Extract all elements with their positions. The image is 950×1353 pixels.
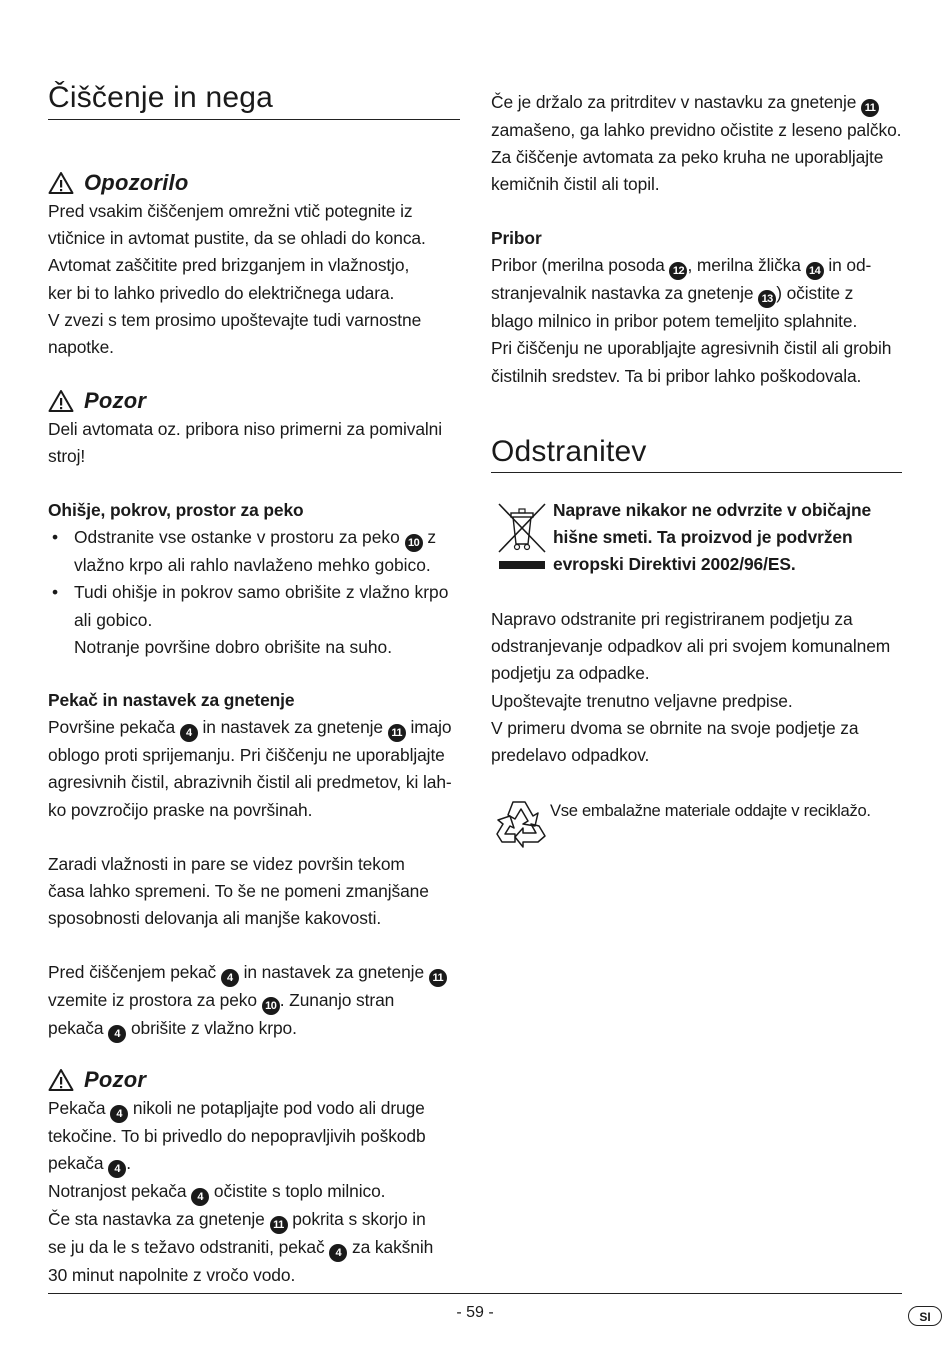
warning-triangle-icon bbox=[48, 1068, 74, 1092]
text-run: Če je držalo za pritrditev v nastavku za gnetenje bbox=[491, 92, 862, 112]
section-heading: Ohišje, pokrov, prostor za peko bbox=[48, 500, 304, 520]
text-line bbox=[491, 280, 902, 308]
pan-paragraph-2 bbox=[48, 851, 460, 933]
text-run: ) očistite z bbox=[776, 283, 854, 304]
warning-triangle-icon bbox=[48, 389, 74, 413]
text-run: pekača bbox=[48, 1018, 109, 1038]
text-line bbox=[491, 252, 902, 280]
text-line bbox=[491, 89, 902, 117]
text-run: pekača bbox=[48, 1153, 109, 1174]
text-line: Upoštevajte trenutno veljavne predpise. bbox=[491, 690, 793, 711]
ref-number-icon: 10 bbox=[262, 997, 280, 1015]
text-line bbox=[48, 1178, 460, 1206]
text-run: vlažno krpo ali rahlo navlaženo mehko gobico. bbox=[74, 555, 431, 576]
text-run: Tudi ohišje in pokrov samo obrišite z vlažno krpo bbox=[74, 582, 449, 603]
ref-number-icon: 11 bbox=[388, 724, 406, 742]
ref-number-icon: 4 bbox=[110, 1105, 128, 1123]
text-line: odstranjevanje odpadkov ali pri svojem komunalnem bbox=[491, 636, 891, 657]
title-underline bbox=[48, 119, 460, 120]
text-run: in od- bbox=[823, 255, 872, 276]
text-line: napotke. bbox=[48, 337, 114, 358]
text-line: sposobnosti delovanja ali manjše kakovosti. bbox=[48, 908, 382, 929]
text-run: nikoli ne potapljajte pod vodo ali druge bbox=[128, 1098, 425, 1118]
text-run: , merilna žlička bbox=[687, 255, 806, 276]
text-line: čistilnih sredstev. Ta bi pribor lahko poškodovala. bbox=[491, 365, 862, 386]
text-run: Odstranite vse ostanke v prostoru za peko bbox=[74, 527, 405, 548]
holder-paragraph bbox=[491, 89, 902, 199]
text-line: evropski Direktivi 2002/96/ES. bbox=[553, 554, 796, 575]
footer-rule bbox=[48, 1293, 902, 1294]
caution-text bbox=[48, 416, 460, 470]
ref-number-icon: 12 bbox=[669, 262, 687, 280]
recycling-note: Vse embalažne materiale oddajte v reciklažo. bbox=[550, 801, 871, 820]
pan-section bbox=[48, 687, 460, 824]
disposal-title: Odstranitev bbox=[491, 435, 647, 468]
text-line: Deli avtomata oz. pribora niso primerni za pomivalni bbox=[48, 419, 442, 439]
text-run: in nastavek za gnetenje bbox=[238, 962, 429, 982]
caution-heading-text: Pozor bbox=[84, 388, 147, 413]
accessories-section bbox=[491, 225, 902, 390]
text-line: Pred vsakim čiščenjem omrežni vtič potegnite iz bbox=[48, 201, 413, 221]
weee-notice bbox=[553, 497, 902, 579]
text-line: Pri čiščenju ne uporabljajte agresivnih čistil ali grobih bbox=[491, 338, 892, 359]
text-run: stranjevalnik nastavka za gnetenje bbox=[491, 283, 759, 304]
text-line: podjetju za odpadke. bbox=[491, 663, 650, 684]
text-line: Napravo odstranite pri registriranem podjetju za bbox=[491, 609, 853, 629]
text-run: za kakšnih bbox=[347, 1237, 434, 1258]
text-line bbox=[48, 1206, 460, 1234]
section-heading: Pekač in nastavek za gnetenje bbox=[48, 690, 295, 710]
text-run: in nastavek za gnetenje bbox=[197, 717, 388, 738]
pan-paragraph-3 bbox=[48, 959, 460, 1043]
text-run: Pekača bbox=[48, 1098, 111, 1118]
language-badge: SI bbox=[908, 1306, 942, 1326]
text-line: Naprave nikakor ne odvrzite v običajne bbox=[553, 500, 872, 520]
caution-2-text bbox=[48, 1095, 460, 1289]
text-line: blago milnico in pribor potem temeljito splahnite. bbox=[491, 311, 858, 332]
ref-number-icon: 4 bbox=[329, 1244, 347, 1262]
text-line bbox=[48, 1234, 460, 1262]
crossed-bin-icon bbox=[495, 500, 551, 572]
text-run: ali gobico. bbox=[74, 609, 153, 630]
warning-heading bbox=[48, 168, 188, 198]
text-line: Za čiščenje avtomata za peko kruha ne uporabljajte bbox=[491, 147, 884, 168]
section-heading: Pribor bbox=[491, 228, 542, 248]
ref-number-icon: 10 bbox=[405, 534, 423, 552]
text-run: Pred čiščenjem pekač bbox=[48, 962, 221, 982]
ref-number-icon: 4 bbox=[180, 724, 198, 742]
housing-section bbox=[48, 497, 460, 661]
text-line: ker bi to lahko privedlo do električnega udara. bbox=[48, 282, 395, 303]
list-item bbox=[48, 524, 460, 579]
ref-number-icon: 4 bbox=[108, 1025, 126, 1043]
bullet-list bbox=[48, 524, 460, 661]
text-run: oblogo proti sprijemanju. Pri čiščenju ne uporabljajte bbox=[48, 745, 445, 766]
warning-triangle-icon bbox=[48, 171, 74, 195]
text-run: . Zunanjo stran bbox=[279, 990, 395, 1010]
text-run: vzemite iz prostora za peko bbox=[48, 990, 262, 1010]
text-line: Zaradi vlažnosti in pare se videz površin tekom bbox=[48, 854, 405, 874]
ref-number-icon: 4 bbox=[221, 969, 239, 987]
text-run: Če sta nastavka za gnetenje bbox=[48, 1209, 270, 1230]
text-run: očistite s toplo milnico. bbox=[209, 1181, 386, 1202]
text-line: tekočine. To bi privedlo do nepopravljivih poškodb bbox=[48, 1126, 426, 1146]
caution-heading-2 bbox=[48, 1065, 146, 1095]
text-run: imajo bbox=[405, 717, 452, 738]
text-run: se ju da le s težavo odstraniti, pekač bbox=[48, 1237, 330, 1258]
text-run: Pribor (merilna posoda bbox=[491, 255, 670, 276]
caution-heading bbox=[48, 386, 146, 416]
page-title: Čiščenje in nega bbox=[48, 81, 274, 114]
text-run: pokrita s skorjo in bbox=[287, 1209, 426, 1230]
text-line: V zvezi s tem prosimo upoštevajte tudi varnostne bbox=[48, 309, 422, 330]
text-run: agresivnih čistil, abrazivnih čistil ali predmetov, ki lah- bbox=[48, 772, 452, 793]
text-run: . bbox=[126, 1153, 131, 1174]
text-line: V primeru dvoma se obrnite na svoje podjetje za bbox=[491, 717, 859, 738]
page-number: - 59 - bbox=[456, 1304, 494, 1321]
text-line: predelavo odpadkov. bbox=[491, 745, 650, 766]
recycling-icon bbox=[493, 796, 549, 850]
caution-heading-text: Pozor bbox=[84, 1067, 147, 1092]
ref-number-icon: 11 bbox=[429, 969, 447, 987]
text-line: hišne smeti. Ta proizvod je podvržen bbox=[553, 527, 853, 548]
list-item bbox=[48, 579, 460, 661]
text-line: časa lahko spremeni. To še ne pomeni zmanjšane bbox=[48, 881, 429, 902]
text-line: zamašeno, ga lahko previdno očistite z leseno palčko. bbox=[491, 120, 902, 140]
text-line: stroj! bbox=[48, 446, 86, 467]
text-run: z bbox=[422, 527, 437, 548]
disposal-underline bbox=[491, 472, 902, 473]
text-run: obrišite z vlažno krpo. bbox=[126, 1018, 297, 1038]
text-run: Notranjost pekača bbox=[48, 1181, 192, 1202]
text-line bbox=[48, 1095, 460, 1123]
text-run: Površine pekača bbox=[48, 717, 180, 738]
ref-number-icon: 4 bbox=[191, 1188, 209, 1206]
text-line: kemičnih čistil ali topil. bbox=[491, 174, 660, 195]
ref-number-icon: 11 bbox=[861, 99, 879, 117]
ref-number-icon: 4 bbox=[108, 1160, 126, 1178]
warning-text bbox=[48, 198, 460, 361]
text-run: Notranje površine dobro obrišite na suho. bbox=[74, 636, 393, 657]
ref-number-icon: 13 bbox=[758, 290, 776, 308]
text-line: 30 minut napolnite z vročo vodo. bbox=[48, 1265, 296, 1286]
text-line bbox=[48, 1150, 460, 1178]
warning-heading-text: Opozorilo bbox=[84, 170, 189, 195]
ref-number-icon: 11 bbox=[270, 1216, 288, 1234]
disposal-paragraph bbox=[491, 606, 902, 769]
text-line: Avtomat zaščitite pred brizganjem in vlažnostjo, bbox=[48, 255, 410, 276]
paragraph bbox=[48, 714, 460, 824]
ref-number-icon: 14 bbox=[806, 262, 824, 280]
paragraph bbox=[48, 959, 460, 1043]
text-line: vtičnice in avtomat pustite, da se ohladi do konca. bbox=[48, 228, 426, 249]
text-run: ko povzročijo praske na površinah. bbox=[48, 799, 313, 820]
